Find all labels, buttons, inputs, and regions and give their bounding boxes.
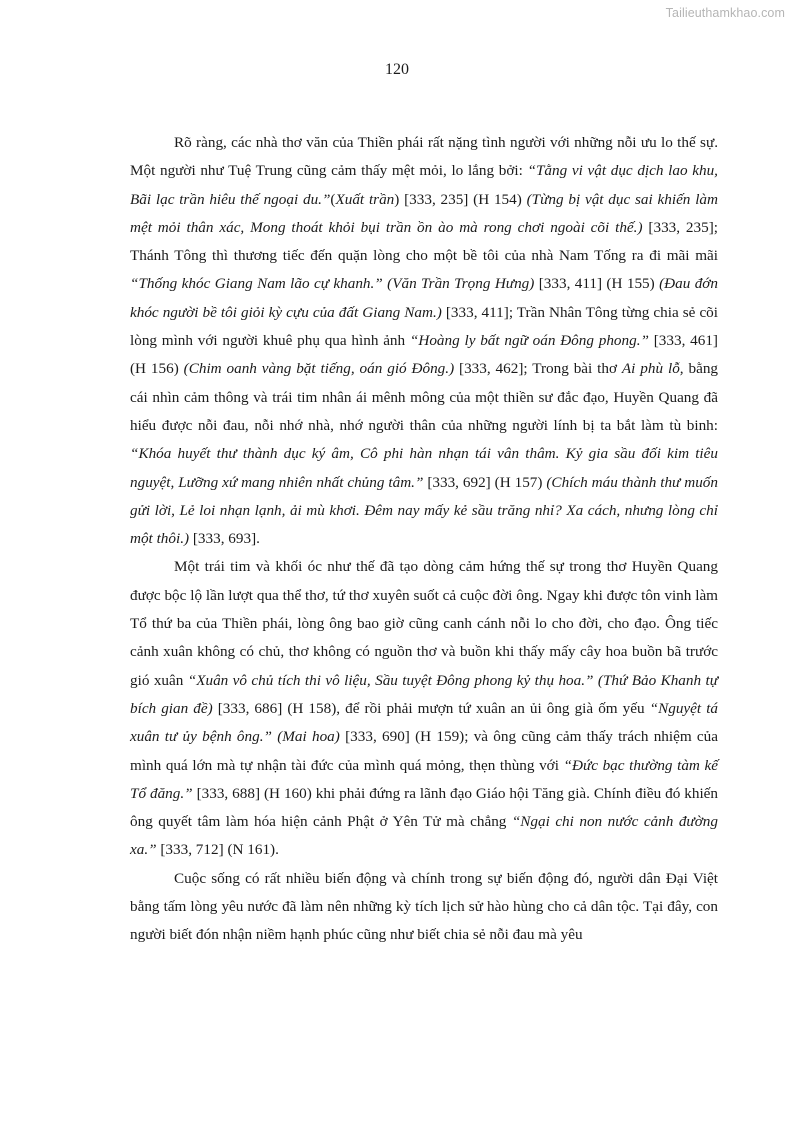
text-run: Rõ ràng, các nhà thơ văn của Thiền phái rất nặng tình người với những nỗi ưu lo thế sự. Một người như Tuệ Trung cũng cảm thấy mệt mỏi, lo lắng bởi:: [130, 134, 718, 180]
text-run: [333, 712] (N 161).: [156, 841, 279, 859]
italic-run: (Chích máu thành thư muốn gửi lời, Lẻ loi nhạn lạnh, ải mù khơi. Đêm nay mấy kẻ sầu trăng nhỉ? Xa cách, nhưng lòng chỉ một thôi.): [130, 473, 718, 548]
text-run: [333, 461] (H 156): [130, 332, 718, 378]
italic-run: “Hoàng ly bất ngữ oán Đông phong.”: [409, 332, 649, 350]
paragraph-1: [130, 129, 718, 553]
italic-run: (Đau đớn khóc người bề tôi giỏi kỳ cựu của đất Giang Nam.): [130, 275, 718, 321]
text-run: [333, 690] (H 159); và ông cũng cảm thấy trách nhiệm của mình quá lớn mà tự nhận tài đức của mình quá mỏng, thẹn thùng với: [130, 728, 718, 774]
italic-run: “Nguyệt tá xuân tư ủy bệnh ông.” (Mai hoa): [130, 699, 719, 746]
italic-run: Xuất trần: [335, 190, 395, 208]
text-run: [333, 686] (H 158), để rồi phải mượn tứ xuân an ủi ông già ốm yếu: [212, 699, 650, 717]
text-run: [333, 411] (H 155): [534, 275, 660, 293]
italic-run: “Thống khóc Giang Nam lão cự khanh.” (Văn Trần Trọng Hưng): [130, 275, 535, 293]
italic-run: “Ngại chi non nước cảnh đường xa.”: [130, 813, 718, 859]
text-run: Cuộc sống có rất nhiều biến động và chính trong sự biến động đó, người dân Đại Việt bằng tấm lòng yêu nước đã làm nên những kỳ tích lịch sử hào hùng cho cả dân tộc. Tại đây, con người biết đón nhận niềm hạnh phúc cũng như biết chia sẻ nỗi đau mà yêu: [130, 869, 718, 944]
paragraph-3: [130, 865, 718, 950]
italic-run: (Từng bị vật dục sai khiến làm mệt mỏi thân xác, Mong thoát khỏi bụi trần ồn ào mà rong chơi ngoài cõi thế.): [130, 190, 718, 236]
text-run: (: [330, 190, 336, 208]
text-run: [333, 693].: [189, 530, 260, 548]
italic-run: “Khóa huyết thư thành dục ký âm, Cô phi hàn nhạn tái vân thâm. Kỷ gia sầu đối kim tiêu nguyệt, Lưỡng xứ mang nhiên nhất chủng tâm.”: [130, 445, 718, 491]
italic-run: “Tằng vi vật dục dịch lao khu, Bãi lạc trần hiêu thế ngoại du.”: [130, 162, 718, 208]
text-run: bằng cái nhìn cảm thông và trái tim nhân ái mênh mông của một thiền sư đắc đạo, Huyền Quang đã hiểu được nỗi đau, nỗi nhớ nhà, nhớ người thân của những người lính bị ta bắt làm tù binh:: [130, 360, 719, 434]
text-run: [333, 688] (H 160) khi phải đứng ra lãnh đạo Giáo hội Tăng già. Chính điều đó khiến ông quyết tâm làm hóa hiện cảnh Phật ở Yên Tử mà chẳng: [130, 784, 718, 831]
text-run: ) [333, 235] (H 154): [394, 190, 527, 208]
italic-run: Ai phù lỗ,: [621, 360, 684, 378]
text-run: [333, 692] (H 157): [423, 473, 547, 491]
watermark: Tailieuthamkhao.com: [665, 6, 785, 20]
text-run: Một trái tim và khối óc như thế đã tạo dòng cảm hứng thế sự trong thơ Huyền Quang được bộc lộ lần lượt qua thể thơ, tứ thơ xuyên suốt cả cuộc đời ông. Ngay khi được tôn vinh làm Tổ thứ ba của Thiền phái, lòng ông bao giờ cũng canh cánh nỗi lo cho đời, cho đạo. Ông tiếc cảnh xuân không có chủ, thơ không có nguồn thơ và buồn khi thấy mấy cây hoa buồn bã trước gió xuân: [130, 558, 718, 689]
document-body: [130, 129, 718, 950]
text-run: [333, 411]; Trần Nhân Tông từng chia sẻ cõi lòng mình với người khuê phụ qua hình ảnh: [130, 303, 719, 350]
italic-run: “Đức bạc thường tàm kế Tổ đăng.”: [130, 756, 718, 802]
text-run: [333, 235]; Thánh Tông thì thương tiếc đến quặn lòng cho một bề tôi của nhà Nam Tống ra đi mãi mãi: [130, 218, 718, 265]
page-number: 120: [385, 61, 409, 78]
italic-run: “Xuân vô chủ tích thi vô liệu, Sầu tuyệt Đông phong kỷ thụ hoa.” (Thứ Bảo Khanh tự bích gian đề): [130, 671, 718, 717]
text-run: [333, 462]; Trong bài thơ: [454, 360, 622, 378]
italic-run: (Chim oanh vàng bặt tiếng, oán gió Đông.): [183, 360, 455, 378]
paragraph-2: [130, 553, 718, 864]
